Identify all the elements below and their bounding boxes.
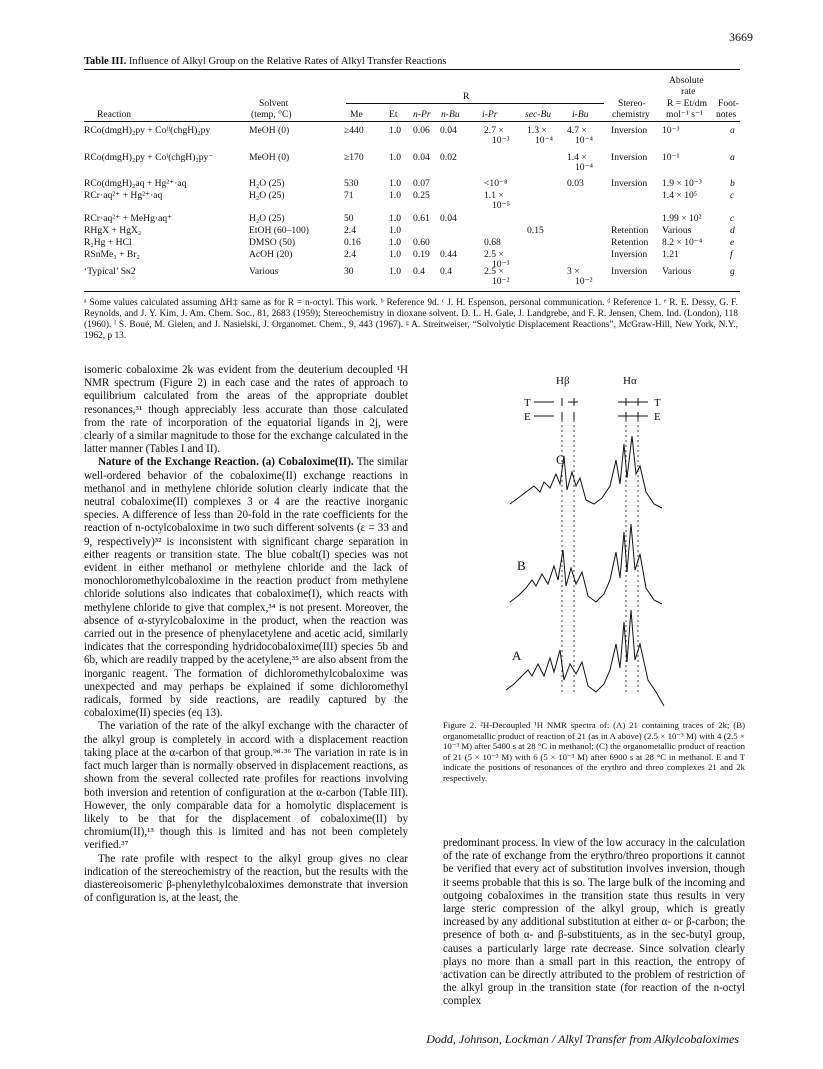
table-cell-solvent: DMSO (50) bbox=[249, 237, 296, 248]
table-top-rule bbox=[84, 69, 740, 70]
table-cell-stereo: Inversion bbox=[611, 249, 648, 260]
table-cell-npr: 0.07 bbox=[413, 178, 430, 189]
table-cell-npr: 0.25 bbox=[413, 190, 430, 201]
table-cell-me: ≥440 bbox=[344, 125, 364, 136]
table-cell-solvent: H₂O (25) bbox=[249, 213, 285, 224]
table-cell-reaction: RCo(dmgH)₂aq + Hg²⁺·aq bbox=[84, 178, 187, 189]
table-cell-stereo: Inversion bbox=[611, 266, 648, 277]
table-cell-reaction: RCr·aq²⁺ + MeHg·aq⁺ bbox=[84, 213, 173, 224]
table-cell-solvent: AcOH (20) bbox=[249, 249, 293, 260]
table-cell-stereo: Inversion bbox=[611, 125, 648, 136]
table-cell-npr: 0.61 bbox=[413, 213, 430, 224]
table-cell-reaction: RCr·aq²⁺ + Hg²⁺·aq bbox=[84, 190, 163, 201]
table-cell-note: e bbox=[730, 237, 735, 248]
table-cell-secbu: 1.3 × bbox=[527, 125, 547, 136]
table-cell-nbu: 0.04 bbox=[440, 125, 457, 136]
left-paragraph-2-text: The similar well-ordered behavior of the cobaloxime(II) exchange reactions in methanol and in methylene chloride solution clearly indicate that the neutral cobaloxime(II) complexes 3 or 4 are the reactive inorganic species. A difference of less than 20-fold in the rate coefficients for the reaction of n-octylcobaloxime in two such different solvents (ε = 33 and 9, respectively)³² is inconsistent with significant charge separation in either reagents or transition state. The blue cobalt(I) species was not evident in either methanol or methylene chloride and the lack of monochloromethylcobaloxime in the reaction product from methylene chloride solutions also indicates that cobaloxime(I), which reacts with methylene chloride to give that complex,³⁴ is not present. Moreover, the absence of α-styrylcobaloxime in the product, when the reaction was carried out in the presence of phenylacetylene and acetic acid, similarly indicates that the corresponding hydridocobaloxime(III) species 5b and 6b, which are readily trapped by the acetylene,³⁵ are also absent from the inorganic reagent. The formation of dichloromethylcobaloxime was unexpected and may perhaps be explained if some dichloromethyl radicals, formed by side reactions, are readily captured by the cobaloxime(II) species (eq 13). bbox=[84, 456, 409, 720]
table-cell-npr: 0.04 bbox=[413, 152, 430, 163]
left-column bbox=[84, 364, 408, 905]
label-h-alpha: Hα bbox=[623, 375, 637, 387]
table-cell-solvent: H₂O (25) bbox=[249, 190, 285, 201]
table-cell-me: 71 bbox=[344, 190, 354, 201]
table-cell-note: c bbox=[730, 213, 735, 224]
table-cell-solvent: Various bbox=[249, 266, 279, 277]
page-number: 3669 bbox=[729, 30, 753, 44]
table-cell-npr: 0.19 bbox=[413, 249, 430, 260]
table-cell-et: 1.0 bbox=[389, 225, 401, 236]
table-cell-note: d bbox=[730, 225, 735, 236]
r-group-rule bbox=[346, 103, 604, 104]
header-reaction: Reaction bbox=[97, 109, 132, 120]
table-cell-me: 2.4 bbox=[344, 249, 356, 260]
table-caption-text: Influence of Alkyl Group on the Relative Rates of Alkyl Transfer Reactions bbox=[126, 56, 447, 67]
table-cell-me: 30 bbox=[344, 266, 354, 277]
table-cell-abs: 8.2 × 10⁻⁴ bbox=[662, 237, 703, 248]
table-cell-ibu-exponent: 10⁻² bbox=[575, 276, 593, 287]
header-rate: rate bbox=[681, 86, 696, 97]
spectrum-a-trace bbox=[506, 610, 664, 706]
table-cell-note: a bbox=[730, 125, 735, 136]
label-t-left: T bbox=[524, 397, 531, 409]
table-cell-stereo: Retention bbox=[611, 237, 649, 248]
spectrum-b-trace bbox=[510, 524, 662, 604]
running-footer: Dodd, Johnson, Lockman / Alkyl Transfer from Alkylcobaloximes bbox=[426, 1032, 739, 1046]
nmr-spectra-figure bbox=[470, 374, 700, 714]
table-cell-solvent: EtOH (60–100) bbox=[249, 225, 309, 236]
table-cell-stereo: Inversion bbox=[611, 178, 648, 189]
table-cell-ibu: 3 × bbox=[567, 266, 580, 277]
header-r-et-dm: R = Et/dm bbox=[667, 98, 708, 109]
table-cell-ipr: 1.1 × bbox=[484, 190, 504, 201]
table-cell-ipr: <10⁻⁸ bbox=[484, 178, 508, 189]
header-solvent-temp: (temp, °C) bbox=[251, 109, 292, 120]
table-cell-et: 1.0 bbox=[389, 190, 401, 201]
header-stereochemistry: chemistry bbox=[612, 109, 650, 120]
table-cell-reaction: RHgX + HgX₂ bbox=[84, 225, 142, 236]
table-cell-ibu: 0.03 bbox=[567, 178, 584, 189]
table-cell-abs: Various bbox=[662, 266, 692, 277]
table-cell-nbu: 0.4 bbox=[440, 266, 452, 277]
table-cell-ipr-exponent: 10⁻³ bbox=[492, 135, 510, 146]
table-cell-et: 1.0 bbox=[389, 249, 401, 260]
table-cell-et: 1.0 bbox=[389, 152, 401, 163]
header-i-bu: i-Bu bbox=[572, 109, 589, 120]
header-n-bu: n-Bu bbox=[441, 109, 460, 120]
table-cell-solvent: MeOH (0) bbox=[249, 152, 290, 163]
table-caption-label: Table III. bbox=[84, 56, 127, 67]
table-cell-nbu: 0.04 bbox=[440, 213, 457, 224]
table-cell-me: 0.16 bbox=[344, 237, 361, 248]
header-et: Et bbox=[389, 109, 398, 120]
table-cell-et: 1.0 bbox=[389, 237, 401, 248]
table-cell-abs: 1.21 bbox=[662, 249, 679, 260]
table-cell-note: b bbox=[730, 178, 735, 189]
table-cell-note: g bbox=[730, 266, 735, 277]
table-cell-nbu: 0.44 bbox=[440, 249, 457, 260]
table-cell-me: 50 bbox=[344, 213, 354, 224]
table-cell-abs: 1.99 × 10² bbox=[662, 213, 702, 224]
table-cell-me: 2.4 bbox=[344, 225, 356, 236]
table-cell-reaction: RSnMe₃ + Br₂ bbox=[84, 249, 140, 260]
table-cell-reaction: R₂Hg + HCl bbox=[84, 237, 132, 248]
label-e-left: E bbox=[524, 411, 531, 423]
table-cell-ibu: 4.7 × bbox=[567, 125, 587, 136]
table-header-rule bbox=[84, 121, 740, 122]
left-paragraph-4: The rate profile with respect to the alkyl group gives no clear indication of the stereochemistry of the reaction, but the results with the diastereoisomeric β-phenylethylcobaloximes demonstrate that inversion of configuration is, at the least, the bbox=[84, 852, 408, 905]
table-cell-stereo: Inversion bbox=[611, 152, 648, 163]
table-bottom-rule bbox=[84, 291, 740, 292]
table-cell-ibu-exponent: 10⁻⁴ bbox=[575, 135, 594, 146]
label-h-beta: Hβ bbox=[556, 375, 570, 387]
table-cell-reaction: RCo(dmgH)₂py + Coᴵᴵ(chgH)₂py bbox=[84, 125, 211, 136]
table-cell-ipr-exponent: 10⁻² bbox=[492, 276, 510, 287]
header-i-pr: i-Pr bbox=[482, 109, 498, 120]
table-cell-note: c bbox=[730, 190, 735, 201]
table-cell-ibu: 1.4 × bbox=[567, 152, 587, 163]
header-foot: Foot- bbox=[718, 98, 739, 109]
table-caption bbox=[84, 56, 446, 67]
table-cell-ipr: 2.7 × bbox=[484, 125, 504, 136]
header-solvent: Solvent bbox=[259, 98, 289, 109]
spectrum-c-trace bbox=[510, 436, 662, 508]
label-spectrum-c: C bbox=[556, 452, 565, 467]
header-stereo: Stereo- bbox=[618, 98, 646, 109]
table-cell-et: 1.0 bbox=[389, 178, 401, 189]
table-cell-npr: 0.4 bbox=[413, 266, 425, 277]
header-notes: notes bbox=[716, 109, 737, 120]
table-cell-abs: 1.4 × 10⁵ bbox=[662, 190, 698, 201]
table-cell-ipr: 0.68 bbox=[484, 237, 501, 248]
header-n-pr: n-Pr bbox=[413, 109, 431, 120]
figure-caption: Figure 2. ²H-Decoupled ¹H NMR spectra of: (A) 21 containing traces of 2k; (B) organometallic product of reaction of 21 (as in A above) (2.5 × 10⁻³ M) with 4 (2.5 × 10⁻³ M) after 5400 s at 28 °C in methanol; (C) the organometallic product of reaction of 21 (5 × 10⁻³ M) with 6 (5 × 10⁻³ M) after 6900 s at 28 °C in methanol. E and T indicate the positions of resonances of the erythro and threo complexes 21 and 2k respectively. bbox=[443, 720, 745, 783]
left-paragraph-1: isomeric cobaloxime 2k was evident from the deuterium decoupled ¹H NMR spectrum (Figure 2) in each case and the rates of approach to equilibrium calculated from the areas of the appropriate doublet resonances,³¹ though appreciably less accurate than those calculated from the rate of incorporation of the equatorial ligands in 2j, were clearly of a similar magnitude to those for the exchange calculated in the latter manner (Tables I and II). bbox=[84, 364, 408, 456]
right-paragraph-1: predominant process. In view of the low accuracy in the calculation of the rate of exchange from the erythro/threo proportions it cannot be verified that every act of substitution involves inversion, though it seems probable that this is so. The large bulk of the incoming and outgoing cobaloximes in the transition state thus results in very large steric compression of the alkyl group, which is greatly increased by any additional substitution at either α- or β-carbon; the presence of both α- and β-substituents, as in the sec-butyl group, causes a particularly large rate decrease. Since solvation clearly plays no more than a small part in this reaction, the entropy of activation can be directly attributed to the problem of restriction of the alkyl group in the transition state (for reaction of the n-octyl complex bbox=[443, 837, 745, 1008]
section-heading: Nature of the Exchange Reaction. (a) Cobaloxime(II). bbox=[98, 456, 354, 469]
table-cell-ipr-exponent: 10⁻⁵ bbox=[492, 200, 511, 211]
table-cell-abs: 10⁻¹ bbox=[662, 152, 680, 163]
header-units: mol⁻¹ s⁻¹ bbox=[666, 109, 703, 120]
left-paragraph-2 bbox=[84, 456, 408, 720]
table-cell-npr: 0.60 bbox=[413, 237, 430, 248]
table-footnotes: ᵃ Some values calculated assuming ΔH‡ same as for R = n-octyl. This work. ᵇ Reference 9d. ᶜ J. H. Espenson, personal communication. ᵈ Reference 1. ᵉ R. E. Dessy, G. F. Reynolds, and J. Y. Kim, J. Am. Chem. Soc., 81, 2683 (1959); Stereochemistry in dioxane solvent. D. L. H. Gale, J. Landgrebe, and F. R. Jensen, Chem. Ind. (London), 118 (1960). ᶠ S. Boué, M. Gielen, and J. Nasielski, J. Organomet. Chem., 9, 443 (1967). ᵍ A. Streitweiser, “Solvolytic Displacement Reactions”, McGraw-Hill, New York, N.Y., 1962, p 13. bbox=[84, 298, 738, 341]
label-spectrum-a: A bbox=[512, 648, 522, 663]
table-cell-et: 1.0 bbox=[389, 266, 401, 277]
table-cell-ibu-exponent: 10⁻⁴ bbox=[575, 162, 594, 173]
table-cell-abs: 10⁻³ bbox=[662, 125, 680, 136]
table-cell-me: ≥170 bbox=[344, 152, 364, 163]
table-cell-npr: 0.06 bbox=[413, 125, 430, 136]
table-cell-note: a bbox=[730, 152, 735, 163]
table-cell-secbu: 0.15 bbox=[527, 225, 544, 236]
table-cell-reaction: RCo(dmgH)₂py + Coᴵ(chgH)₂py⁻ bbox=[84, 152, 214, 163]
table-cell-me: 530 bbox=[344, 178, 359, 189]
table-cell-secbu-exponent: 10⁻⁴ bbox=[535, 135, 554, 146]
header-r-group: R bbox=[463, 91, 470, 102]
table-cell-ipr-exponent: 10⁻³ bbox=[492, 259, 510, 270]
table-cell-reaction: ‘Typical’ Sɴ2 bbox=[84, 266, 136, 277]
table-cell-solvent: H₂O (25) bbox=[249, 178, 285, 189]
table-cell-et: 1.0 bbox=[389, 125, 401, 136]
table-cell-et: 1.0 bbox=[389, 213, 401, 224]
table-cell-ipr: 2.5 × bbox=[484, 266, 504, 277]
label-e-right: E bbox=[654, 411, 661, 423]
header-me: Me bbox=[350, 109, 363, 120]
label-spectrum-b: B bbox=[517, 558, 526, 573]
table-cell-abs: Various bbox=[662, 225, 692, 236]
table-cell-ipr: 2.5 × bbox=[484, 249, 504, 260]
right-column bbox=[443, 837, 745, 1009]
table-cell-nbu: 0.02 bbox=[440, 152, 457, 163]
table-cell-stereo: Retention bbox=[611, 225, 649, 236]
header-sec-bu: sec-Bu bbox=[525, 109, 552, 120]
table-cell-solvent: MeOH (0) bbox=[249, 125, 290, 136]
table-cell-note: f bbox=[730, 249, 733, 260]
label-t-right: T bbox=[654, 397, 661, 409]
header-absolute: Absolute bbox=[669, 75, 704, 86]
left-paragraph-3: The variation of the rate of the alkyl exchange with the character of the alkyl group is completely in accord with a displacement reaction taking place at the α-carbon of that group.⁹ᵈ·³⁶ The variation in rate is in fact much larger than is normally observed in displacement reactions, as shown from the several collected rate profiles for reactions involving both inversion and retention of configuration at the α-carbon (Table III). However, the only comparable data for a homolytic displacement is likely to be that for the displacement of cobaloxime(II) by chromium(II),¹³ though this is limited and has not been completely verified.³⁷ bbox=[84, 720, 408, 852]
table-cell-abs: 1.9 × 10⁻³ bbox=[662, 178, 702, 189]
